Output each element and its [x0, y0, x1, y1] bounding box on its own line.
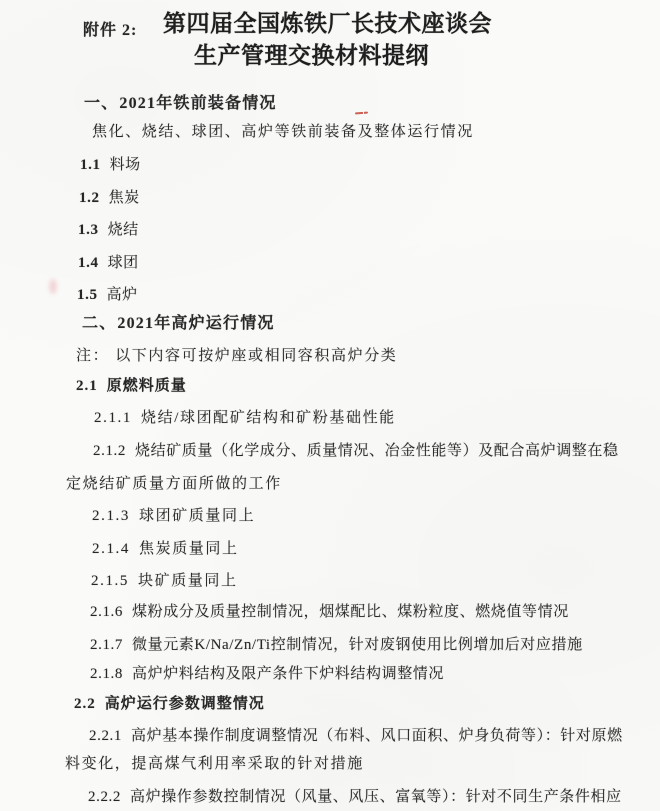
item-number: 2.1.4 — [92, 541, 130, 557]
item-number: 1.4 — [78, 255, 99, 271]
section-number: 一、 — [84, 95, 119, 112]
item-text: 烧结 — [107, 222, 139, 238]
note-line — [76, 347, 397, 366]
doc-title-line-1: 第四届全国炼铁厂长技术座谈会 — [163, 10, 492, 36]
item-number: 2.1.5 — [91, 573, 129, 589]
item-2-1-2 — [93, 442, 619, 461]
item-2-1-4 — [92, 540, 239, 559]
note-text: 以下内容可按炉座或相同容积高炉分类 — [115, 348, 398, 364]
item-number: 1.2 — [79, 190, 100, 206]
item-2-1 — [76, 377, 187, 396]
attachment-label: 附件 2: — [83, 22, 138, 39]
section-heading-2 — [82, 314, 275, 333]
item-text: 高炉基本操作制度调整情况（布料、风口面积、炉身负荷等）：针对原燃 — [131, 728, 623, 744]
item-number: 2.2.2 — [88, 789, 121, 805]
item-number: 1.5 — [77, 287, 98, 303]
item-number: 2.1 — [76, 378, 98, 394]
item-text: 球团 — [107, 255, 139, 271]
item-text: 高炉 — [106, 287, 138, 303]
item-number: 2.1.7 — [90, 637, 123, 653]
item-number: 2.1.8 — [90, 666, 123, 682]
item-text: 高炉操作参数控制情况（风量、风压、富氧等）：针对不同生产条件相应 — [130, 789, 622, 805]
item-text: 微量元素K/Na/Zn/Ti控制情况，针对废钢使用比例增加后对应措施 — [132, 637, 583, 653]
item-1-5 — [77, 286, 138, 305]
section-title: 2021年高炉运行情况 — [117, 315, 275, 332]
item-2-1-3 — [92, 507, 255, 526]
item-number: 1.1 — [80, 157, 101, 173]
item-text: 焦炭 — [108, 190, 140, 206]
item-text: 球团矿质量同上 — [139, 508, 256, 524]
item-number: 2.1.2 — [93, 443, 126, 459]
item-2-2 — [74, 695, 265, 714]
item-2-1-7 — [90, 636, 583, 655]
item-text: 料场 — [109, 157, 141, 173]
item-2-1-5 — [91, 572, 238, 591]
item-text: 焦炭质量同上 — [139, 541, 239, 557]
item-1-2 — [79, 189, 140, 208]
item-2-1-6 — [90, 603, 569, 622]
item-2-2-1-cont: 料变化，提高煤气利用率采取的针对措施 — [65, 756, 364, 772]
item-2-2-2 — [88, 788, 622, 807]
item-text: 烧结/球团配矿结构和矿粉基础性能 — [141, 410, 396, 426]
item-1-1 — [80, 156, 141, 175]
item-1-3 — [78, 221, 139, 240]
item-number: 2.1.6 — [90, 604, 123, 620]
doc-title-line-2: 生产管理交换材料提纲 — [194, 42, 429, 68]
note-label: 注： — [76, 348, 110, 364]
item-2-1-2-cont: 定烧结矿质量方面所做的工作 — [66, 476, 282, 492]
item-2-1-8 — [90, 665, 444, 684]
item-number: 2.2.1 — [89, 728, 122, 744]
section-number: 二、 — [82, 315, 117, 332]
section-title: 2021年铁前装备情况 — [119, 95, 277, 112]
item-text: 煤粉成分及质量控制情况，烟煤配比、煤粉粒度、燃烧值等情况 — [132, 604, 569, 620]
item-2-1-1 — [94, 409, 396, 428]
item-1-4 — [78, 254, 139, 273]
item-number: 1.3 — [78, 222, 99, 238]
intro-paragraph: 焦化、烧结、球团、高炉等铁前装备及整体运行情况 — [92, 124, 474, 140]
item-number: 2.1.3 — [92, 508, 130, 524]
item-text: 高炉炉料结构及限产条件下炉料结构调整情况 — [132, 666, 445, 682]
scan-artifact-red-mark — [355, 112, 368, 115]
item-number: 2.1.1 — [94, 410, 132, 426]
item-text: 烧结矿质量（化学成分、质量情况、冶金性能等）及配合高炉调整在稳 — [135, 443, 619, 459]
item-2-2-1 — [89, 727, 623, 746]
scan-artifact-pink-smudge — [49, 279, 57, 294]
item-text: 高炉运行参数调整情况 — [104, 696, 265, 712]
item-text: 原燃料质量 — [106, 378, 187, 394]
section-heading-1 — [84, 94, 277, 113]
item-text: 块矿质量同上 — [138, 573, 238, 589]
item-number: 2.2 — [74, 696, 96, 712]
